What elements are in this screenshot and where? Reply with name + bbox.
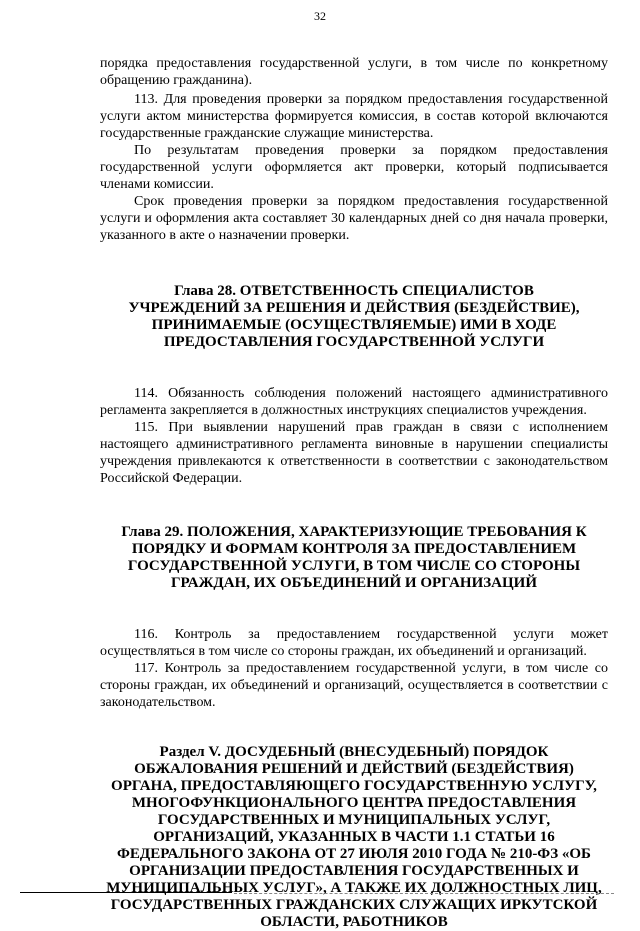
section-5-heading: Раздел V. ДОСУДЕБНЫЙ (ВНЕСУДЕБНЫЙ) ПОРЯДОК ОБЖАЛОВАНИЯ РЕШЕНИЙ И ДЕЙСТВИЙ (БЕЗДЕЙСТВИЯ) ОРГАНА, ПРЕДОСТАВЛЯЮЩЕГО ГОСУДАРСТВЕННУЮ УСЛУГУ, МНОГОФУНКЦИОНАЛЬНОГО ЦЕНТРА ПРЕДОСТАВЛЕНИЯ ГОСУДАРСТВЕННЫХ И МУНИЦИПАЛЬНЫХ УСЛУГ, ОРГАНИЗАЦИЙ, УКАЗАННЫХ В ЧАСТИ 1.1 СТАТЬИ 16 ФЕДЕРАЛЬНОГО ЗАКОНА ОТ 27 ИЮЛЯ 2010 ГОДА № 210-ФЗ «ОБ ОРГАНИЗАЦИИ ПРЕДОСТАВЛЕНИЯ ГОСУДАРСТВЕННЫХ И МУНИЦИПАЛЬНЫХ УСЛУГ», А ТАКЖЕ ИХ ДОЛЖНОСТНЫХ ЛИЦ, ГОСУДАРСТВЕННЫХ ГРАЖДАНСКИХ СЛУЖАЩИХ ИРКУТСКОЙ ОБЛАСТИ, РАБОТНИКОВ xyxy=(106,744,602,930)
paragraph-continuation: порядка предоставления государственной услуги, в том числе по конкретному обращению гражданина). xyxy=(100,56,608,88)
chapter-29-heading: Глава 29. ПОЛОЖЕНИЯ, ХАРАКТЕРИЗУЮЩИЕ ТРЕБОВАНИЯ К ПОРЯДКУ И ФОРМАМ КОНТРОЛЯ ЗА ПРЕДОСТАВЛЕНИЕМ ГОСУДАРСТВЕННОЙ УСЛУГИ, В ТОМ ЧИСЛЕ СО СТОРОНЫ ГРАЖДАН, ИХ ОБЪЕДИНЕНИЙ И ОРГАНИЗАЦИЙ xyxy=(121,524,587,591)
page-number: 32 xyxy=(314,9,326,23)
paragraph-117: 117. Контроль за предоставлением государственной услуги, в том числе со стороны граждан, их объединений и организаций, осуществляется в соответствии с законодательством. xyxy=(100,661,608,710)
paragraph-114: 114. Обязанность соблюдения положений настоящего административного регламента закрепляется в должностных инструкциях специалистов учреждения. xyxy=(100,386,608,418)
paragraph-115: 115. При выявлении нарушений прав граждан в связи с исполнением настоящего административного регламента виновные в нарушении специалисты учреждения привлекаются к ответственности в соответствии с законодательством Российской Федерации. xyxy=(100,420,608,486)
paragraph-inspection-act: По результатам проведения проверки за порядком предоставления государственной услуги оформляется акт проверки, который подписывается членами комиссии. xyxy=(100,143,608,192)
paragraph-113: 113. Для проведения проверки за порядком предоставления государственной услуги актом министерства формируется комиссия, в состав которой включаются государственные гражданские служащие министерства. xyxy=(100,92,608,141)
footer-divider xyxy=(20,892,232,893)
paragraph-inspection-term: Срок проведения проверки за порядком предоставления государственной услуги и оформления акта составляет 30 календарных дней со дня начала проверки, указанного в акте о назначении проверки. xyxy=(100,194,608,243)
paragraph-116: 116. Контроль за предоставлением государственной услуги может осуществляться в том числе со стороны граждан, их объединений и организаций. xyxy=(100,627,608,659)
document-body xyxy=(100,55,608,931)
footer-scan-edge xyxy=(234,893,614,894)
chapter-28-heading: Глава 28. ОТВЕТСТВЕННОСТЬ СПЕЦИАЛИСТОВ УЧРЕЖДЕНИЙ ЗА РЕШЕНИЯ И ДЕЙСТВИЯ (БЕЗДЕЙСТВИЕ), ПРИНИМАЕМЫЕ (ОСУЩЕСТВЛЯЕМЫЕ) ИМИ В ХОДЕ ПРЕДОСТАВЛЕНИЯ ГОСУДАРСТВЕННОЙ УСЛУГИ xyxy=(128,283,580,350)
